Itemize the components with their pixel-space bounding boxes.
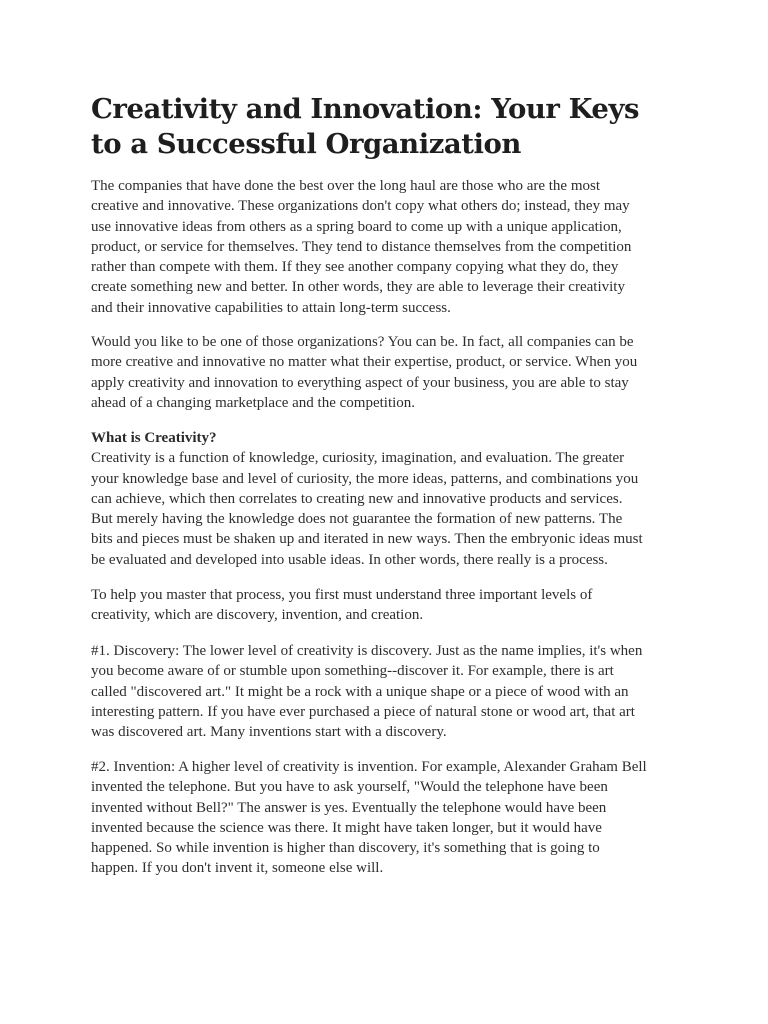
text-line: and their innovative capabilities to attain long-term success. <box>91 299 451 316</box>
text-line: But merely having the knowledge does not guarantee the formation of new patterns. The <box>91 511 623 528</box>
text-line: rather than compete with them. If they see another company copying what they do, they <box>91 259 619 276</box>
text-line: invented because the science was there. It might have taken longer, but it would have <box>91 819 602 836</box>
text-line: invented the telephone. But you have to ask yourself, "Would the telephone have been <box>91 779 608 796</box>
article-title <box>91 92 691 162</box>
text-line: Creativity is a function of knowledge, curiosity, imagination, and evaluation. The greater <box>91 450 625 467</box>
text-line: To help you master that process, you first must understand three important levels of <box>91 587 593 603</box>
text-line: you become aware of or stumble upon something--discover it. For example, there is art <box>91 663 614 680</box>
text-line: more creative and innovative no matter what their expertise, product, or service. When you <box>91 354 638 371</box>
section-heading: What is Creativity? <box>91 430 217 446</box>
text-line: #2. Invention: A higher level of creativity is invention. For example, Alexander Graham Bell <box>91 759 647 775</box>
invention-paragraph <box>91 757 647 879</box>
text-line: creativity, which are discovery, invention, and creation. <box>91 607 424 624</box>
text-line: ahead of a changing marketplace and the competition. <box>91 394 416 411</box>
levels-paragraph <box>91 585 592 626</box>
text-line: be evaluated and developed into usable ideas. In other words, there really is a process. <box>91 551 608 568</box>
text-line: use innovative ideas from others as a spring board to come up with a unique application, <box>91 218 622 235</box>
text-line: interesting pattern. If you have ever purchased a piece of natural stone or wood art, that art <box>91 703 635 720</box>
question-paragraph <box>91 332 637 413</box>
title-line: to a Successful Organization <box>91 128 521 160</box>
title-line: Creativity and Innovation: Your Keys <box>91 93 640 125</box>
text-line: creative and innovative. These organizations don't copy what others do; instead, they may <box>91 198 630 215</box>
discovery-paragraph <box>91 641 642 742</box>
text-line: product, or service for themselves. They tend to distance themselves from the competition <box>91 238 632 255</box>
text-line: called "discovered art." It might be a rock with a unique shape or a piece of wood with an <box>91 683 629 700</box>
creativity-paragraph <box>91 428 643 570</box>
text-line: The companies that have done the best over the long haul are those who are the most <box>91 178 601 194</box>
text-line: happened. So while invention is higher than discovery, it's something that is going to <box>91 840 600 857</box>
text-line: create something new and better. In other words, they are able to leverage their creativity <box>91 279 625 296</box>
text-line: invented without Bell?" The answer is yes. Eventually the telephone would have been <box>91 799 607 816</box>
text-line: was discovered art. Many inventions start with a discovery. <box>91 724 447 741</box>
intro-paragraph <box>91 176 631 318</box>
text-line: Would you like to be one of those organizations? You can be. In fact, all companies can be <box>91 334 634 350</box>
text-line: can achieve, which then correlates to creating new and innovative products and services. <box>91 490 623 507</box>
text-line: happen. If you don't invent it, someone else will. <box>91 860 384 877</box>
text-line: your knowledge base and level of curiosity, the more ideas, patterns, and combinations you <box>91 470 639 487</box>
text-line: #1. Discovery: The lower level of creativity is discovery. Just as the name implies, it's when <box>91 643 643 659</box>
text-line: apply creativity and innovation to everything aspect of your business, you are able to stay <box>91 374 629 391</box>
text-line: bits and pieces must be shaken up and iterated in new ways. Then the embryonic ideas must <box>91 531 643 548</box>
